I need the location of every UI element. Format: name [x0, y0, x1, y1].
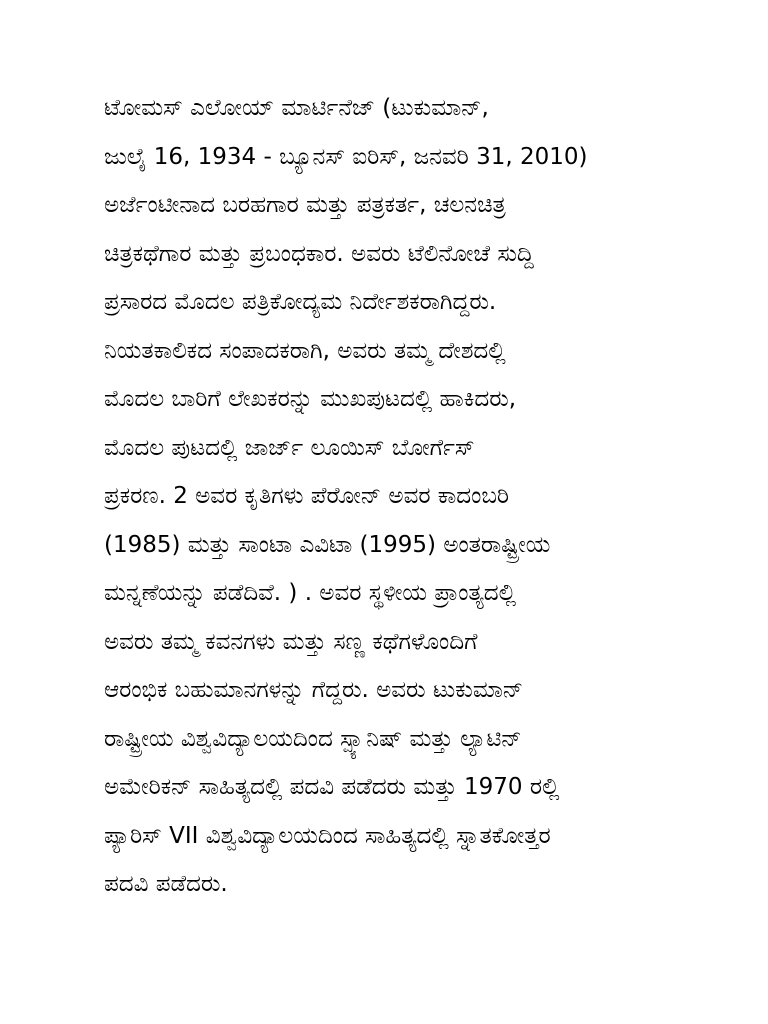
text-line: ಮನ್ನಣೆಯನ್ನು ಪಡೆದಿವೆ. ) . ಅವರ ಸ್ಥಳೀಯ ಪ್ರಾಂತ್ಯದಲ್ಲಿ [104, 580, 517, 606]
text-line: ಮೊದಲ ಪುಟದಲ್ಲಿ ಜಾರ್ಜ್ ಲೂಯಿಸ್ ಬೋರ್ಗೆಸ್ [104, 434, 475, 461]
text-line: ಪ್ಯಾರಿಸ್ VII ವಿಶ್ವವಿದ್ಯಾಲಯದಿಂದ ಸಾಹಿತ್ಯದಲ್ಲಿ ಸ್ನಾತಕೋತ್ತರ [104, 822, 551, 849]
text-line: ಅರ್ಜೆಂಟೀನಾದ ಬರಹಗಾರ ಮತ್ತು ಪತ್ರಕರ್ತ, ಚಲನಚಿತ್ರ [104, 192, 506, 218]
text-line: ಜುಲೈ 16, 1934 - ಬ್ಯೂನಸ್ ಐರಿಸ್, ಜನವರಿ 31, 2010) [104, 143, 588, 170]
text-line: ಪ್ರಸಾರದ ಮೊದಲ ಪತ್ರಿಕೋದ್ಯಮ ನಿರ್ದೇಶಕರಾಗಿದ್ದರು. [104, 289, 497, 315]
text-line: ಮೊದಲ ಬಾರಿಗೆ ಲೇಖಕರನ್ನು ಮುಖಪುಟದಲ್ಲಿ ಹಾಕಿದರು, [104, 386, 517, 412]
text-line: ಪ್ರಕರಣ. 2 ಅವರ ಕೃತಿಗಳು ಪೆರೋನ್ ಅವರ ಕಾದಂಬರಿ [104, 483, 510, 509]
text-line: ಚಿತ್ರಕಥೆಗಾರ ಮತ್ತು ಪ್ರಬಂಧಕಾರ. ಅವರು ಟೆಲಿನೋಚೆ ಸುದ್ದಿ [104, 240, 534, 267]
text-line: (1985) ಮತ್ತು ಸಾಂಟಾ ಎವಿಟಾ (1995) ಅಂತರಾಷ್ಟ್ರೀಯ [104, 531, 551, 558]
text-line: ರಾಷ್ಟ್ರೀಯ ವಿಶ್ವವಿದ್ಯಾಲಯದಿಂದ ಸ್ಪ್ಯಾನಿಷ್ ಮತ್ತು ಲ್ಯಾಟಿನ್ [104, 725, 522, 752]
body-paragraph [104, 84, 704, 909]
text-line: ಪದವಿ ಪಡೆದರು. [104, 871, 228, 897]
text-line: ಅವರು ತಮ್ಮ ಕವನಗಳು ಮತ್ತು ಸಣ್ಣ ಕಥೆಗಳೊಂದಿಗೆ [104, 628, 478, 655]
text-line: ನಿಯತಕಾಲಿಕದ ಸಂಪಾದಕರಾಗಿ, ಅವರು ತಮ್ಮ ದೇಶದಲ್ಲಿ [104, 337, 506, 364]
text-line: ಅಮೇರಿಕನ್ ಸಾಹಿತ್ಯದಲ್ಲಿ ಪದವಿ ಪಡೆದರು ಮತ್ತು 1970 ರಲ್ಲಿ [104, 774, 560, 800]
text-line: ಟೋಮಸ್ ಎಲೋಯ್ ಮಾರ್ಟಿನೆಜ್ (ಟುಕುಮಾನ್, [104, 95, 489, 121]
text-line: ಆರಂಭಿಕ ಬಹುಮಾನಗಳನ್ನು ಗೆದ್ದರು. ಅವರು ಟುಕುಮಾನ್ [104, 677, 524, 703]
